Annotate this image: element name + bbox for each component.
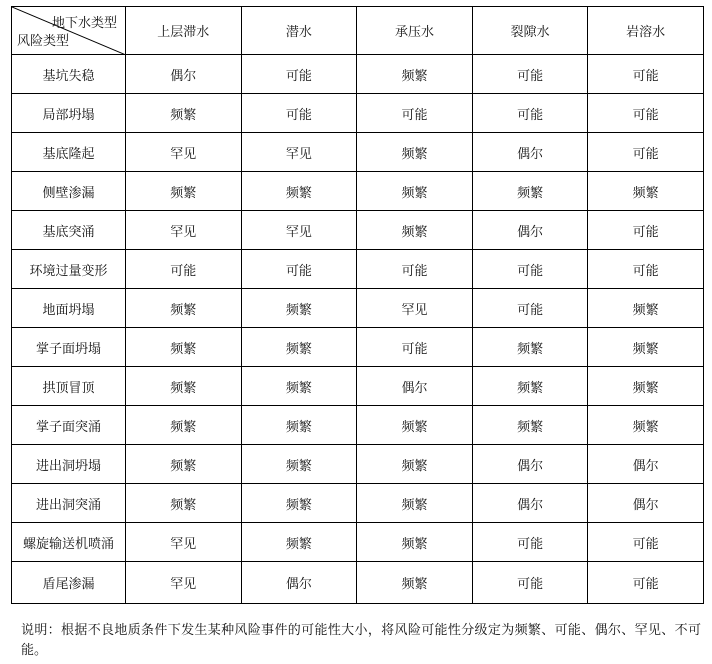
likelihood-cell: 频繁: [588, 406, 704, 445]
likelihood-cell: 可能: [588, 562, 704, 604]
diagonal-header-cell: [12, 7, 126, 55]
likelihood-cell: 罕见: [126, 523, 242, 562]
likelihood-cell: 偶尔: [357, 367, 473, 406]
risk-type-cell: 进出洞突涌: [12, 484, 126, 523]
likelihood-cell: 频繁: [357, 484, 473, 523]
likelihood-cell: 罕见: [126, 211, 242, 250]
likelihood-cell: 可能: [357, 94, 473, 133]
likelihood-cell: 频繁: [126, 94, 242, 133]
likelihood-cell: 可能: [472, 562, 588, 604]
likelihood-cell: 可能: [588, 55, 704, 94]
risk-type-cell: 螺旋输送机喷涌: [12, 523, 126, 562]
likelihood-cell: 频繁: [472, 367, 588, 406]
likelihood-cell: 可能: [472, 289, 588, 328]
likelihood-cell: 频繁: [588, 289, 704, 328]
table-row: [12, 367, 704, 406]
likelihood-cell: 频繁: [126, 328, 242, 367]
likelihood-cell: 频繁: [241, 289, 357, 328]
likelihood-cell: 可能: [241, 250, 357, 289]
likelihood-cell: 频繁: [357, 172, 473, 211]
likelihood-cell: 罕见: [241, 133, 357, 172]
column-header: 上层滞水: [126, 7, 242, 55]
likelihood-cell: 频繁: [126, 445, 242, 484]
likelihood-cell: 可能: [588, 133, 704, 172]
likelihood-cell: 频繁: [241, 523, 357, 562]
table-row: [12, 445, 704, 484]
risk-type-cell: 掌子面突涌: [12, 406, 126, 445]
likelihood-cell: 频繁: [357, 55, 473, 94]
likelihood-cell: 可能: [472, 523, 588, 562]
risk-type-cell: 拱顶冒顶: [12, 367, 126, 406]
table-row: [12, 562, 704, 604]
likelihood-cell: 频繁: [126, 484, 242, 523]
likelihood-cell: 频繁: [241, 172, 357, 211]
risk-type-cell: 基底突涌: [12, 211, 126, 250]
likelihood-cell: 可能: [588, 94, 704, 133]
table-note: 说明：根据不良地质条件下发生某种风险事件的可能性大小，将风险可能性分级定为频繁、可能、偶尔、罕见、不可能。: [21, 623, 701, 658]
risk-type-cell: 环境过量变形: [12, 250, 126, 289]
likelihood-cell: 频繁: [588, 328, 704, 367]
likelihood-cell: 频繁: [241, 445, 357, 484]
likelihood-cell: 偶尔: [472, 133, 588, 172]
risk-type-cell: 基坑失稳: [12, 55, 126, 94]
table-row: [12, 211, 704, 250]
risk-type-cell: 基底隆起: [12, 133, 126, 172]
risk-type-cell: 掌子面坍塌: [12, 328, 126, 367]
likelihood-cell: 可能: [357, 328, 473, 367]
table-row: [12, 289, 704, 328]
table-row: [12, 55, 704, 94]
likelihood-cell: 频繁: [472, 328, 588, 367]
likelihood-cell: 频繁: [126, 289, 242, 328]
likelihood-cell: 频繁: [472, 172, 588, 211]
likelihood-cell: 偶尔: [588, 445, 704, 484]
likelihood-cell: 偶尔: [588, 484, 704, 523]
risk-type-cell: 盾尾渗漏: [12, 562, 126, 604]
column-header: 岩溶水: [588, 7, 704, 55]
likelihood-cell: 可能: [472, 94, 588, 133]
likelihood-cell: 偶尔: [472, 211, 588, 250]
likelihood-cell: 可能: [241, 55, 357, 94]
table-body: [12, 55, 704, 604]
likelihood-cell: 频繁: [588, 172, 704, 211]
likelihood-cell: 可能: [472, 250, 588, 289]
table-row: [12, 172, 704, 211]
likelihood-cell: 可能: [241, 94, 357, 133]
risk-type-cell: 侧壁渗漏: [12, 172, 126, 211]
table-row: [12, 250, 704, 289]
likelihood-cell: 可能: [588, 211, 704, 250]
likelihood-cell: 频繁: [357, 406, 473, 445]
likelihood-cell: 偶尔: [472, 484, 588, 523]
likelihood-cell: 频繁: [357, 445, 473, 484]
header-row: [12, 7, 704, 55]
likelihood-cell: 频繁: [357, 133, 473, 172]
header-groundwater-type-label: 地下水类型: [51, 16, 117, 31]
likelihood-cell: 可能: [588, 250, 704, 289]
table-row: [12, 328, 704, 367]
column-header: 承压水: [357, 7, 473, 55]
likelihood-cell: 频繁: [241, 484, 357, 523]
table-row: [12, 523, 704, 562]
likelihood-cell: 频繁: [588, 367, 704, 406]
risk-type-cell: 进出洞坍塌: [12, 445, 126, 484]
risk-type-cell: 局部坍塌: [12, 94, 126, 133]
risk-type-cell: 地面坍塌: [12, 289, 126, 328]
likelihood-cell: 偶尔: [241, 562, 357, 604]
table-row: [12, 406, 704, 445]
likelihood-cell: 可能: [472, 55, 588, 94]
likelihood-cell: 罕见: [126, 562, 242, 604]
likelihood-cell: 偶尔: [126, 55, 242, 94]
likelihood-cell: 罕见: [357, 289, 473, 328]
likelihood-cell: 频繁: [126, 367, 242, 406]
likelihood-cell: 罕见: [126, 133, 242, 172]
risk-likelihood-table: [11, 6, 704, 604]
likelihood-cell: 频繁: [126, 406, 242, 445]
likelihood-cell: 频繁: [241, 406, 357, 445]
likelihood-cell: 罕见: [241, 211, 357, 250]
likelihood-cell: 偶尔: [472, 445, 588, 484]
likelihood-cell: 频繁: [357, 211, 473, 250]
likelihood-cell: 可能: [357, 250, 473, 289]
likelihood-cell: 频繁: [126, 172, 242, 211]
likelihood-cell: 可能: [588, 523, 704, 562]
column-header: 裂隙水: [472, 7, 588, 55]
likelihood-cell: 频繁: [357, 523, 473, 562]
column-header: 潜水: [241, 7, 357, 55]
table-row: [12, 484, 704, 523]
risk-table-container: [11, 6, 703, 604]
likelihood-cell: 频繁: [241, 328, 357, 367]
likelihood-cell: 频繁: [472, 406, 588, 445]
likelihood-cell: 频繁: [241, 367, 357, 406]
table-row: [12, 94, 704, 133]
header-risk-type-label: 风险类型: [17, 34, 70, 49]
likelihood-cell: 频繁: [357, 562, 473, 604]
table-row: [12, 133, 704, 172]
likelihood-cell: 可能: [126, 250, 242, 289]
